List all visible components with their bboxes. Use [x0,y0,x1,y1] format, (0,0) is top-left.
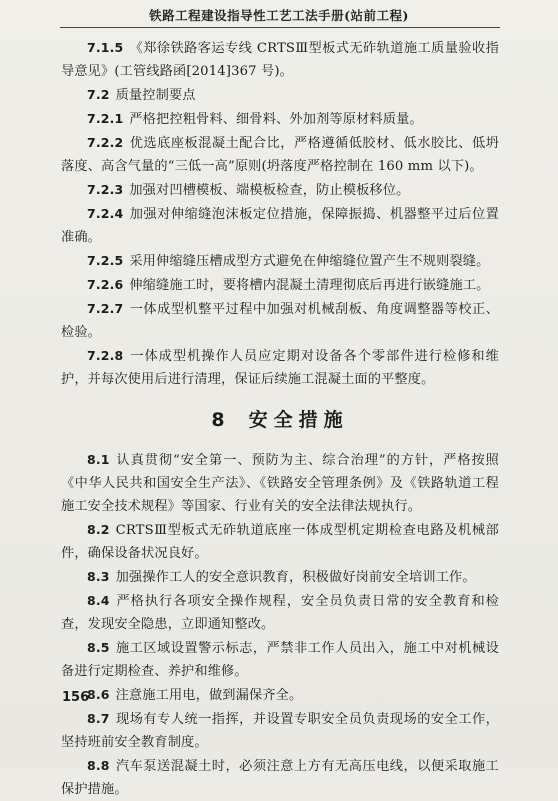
clause-paragraph [61,131,499,178]
clause-number: 7.2.6 [87,277,124,292]
clause-paragraph [61,273,499,297]
clause-paragraph [61,202,499,249]
clause-text: 汽车泵送混凝土时，必须注意上方有无高压电线，以便采取施工保护措施。 [61,759,499,797]
clause-paragraph [61,344,499,391]
clause-paragraph [61,36,499,83]
clause-paragraph [61,589,499,636]
clause-paragraph [61,754,499,801]
clause-number: 7.2.4 [87,206,124,221]
clause-number: 8.1 [87,452,110,467]
clause-number: 8.6 [87,687,110,702]
clause-text: 施工区域设置警示标志，严禁非工作人员出入，施工中对机械设备进行定期检查、养护和维修。 [61,641,499,679]
clause-number: 8.3 [87,569,110,584]
clause-paragraph [61,683,499,707]
clause-paragraph [61,107,499,131]
clause-text: 加强对伸缩缝泡沫板定位措施，保障振捣、机器整平过后位置准确。 [61,207,499,245]
clause-number: 7.2 [87,87,110,102]
clause-paragraph [61,249,499,273]
clause-text: 加强对凹槽模板、端模板检查，防止模板移位。 [129,183,410,198]
clause-text: 质量控制要点 [115,88,196,103]
running-header: 铁路工程建设指导性工艺工法手册(站前工程) [149,8,409,23]
clause-number: 7.1.5 [87,40,124,55]
clause-paragraph [61,707,499,754]
safety-measures-section [61,448,499,801]
clause-text: 严格执行各项安全操作规程，安全员负责日常的安全教育和检查，发现安全隐患，立即通知整改。 [61,594,499,632]
section-number: 8 [211,409,231,431]
section-8-heading [61,405,499,432]
clause-number: 8.7 [87,711,110,726]
clause-number: 8.2 [87,522,110,537]
clause-number: 8.8 [87,758,110,773]
clause-paragraph [61,565,499,589]
clause-number: 7.2.8 [87,348,124,363]
clause-text: 《郑徐铁路客运专线 CRTSⅢ型板式无砟轨道施工质量验收指导意见》(工管线路函[2014]367 号)。 [61,41,499,79]
clause-paragraph [61,297,499,344]
clause-text: 一体成型机整平过程中加强对机械刮板、角度调整器等校正、检验。 [61,302,499,340]
clause-number: 7.2.7 [87,301,124,316]
clause-text: 伸缩缝施工时，要将槽内混凝土清理彻底后再进行嵌缝施工。 [129,278,490,293]
clause-text: 注意施工用电，做到漏保齐全。 [115,688,303,703]
page-number: 156 [62,690,90,705]
clause-number: 7.2.1 [87,111,124,126]
quality-control-section [61,36,499,391]
clause-number: 7.2.3 [87,182,124,197]
page-body [61,36,499,801]
clause-number: 7.2.5 [87,253,124,268]
clause-text: 加强操作工人的安全意识教育，积极做好岗前安全培训工作。 [115,570,476,585]
clause-paragraph [61,178,499,202]
clause-text: 现场有专人统一指挥，并设置专职安全员负责现场的安全工作，坚持班前安全教育制度。 [61,712,499,750]
clause-text: 优选底座板混凝土配合比，严格遵循低胶材、低水胶比、低坍落度、高含气量的“三低一高”原则(坍落度严格控制在 160 mm 以下)。 [61,136,499,174]
clause-number: 7.2.2 [87,135,124,150]
clause-number: 8.4 [87,593,110,608]
header-rule [60,27,500,28]
clause-text: 严格把控粗骨料、细骨料、外加剂等原材料质量。 [129,112,423,127]
clause-text: 认真贯彻“安全第一、预防为主、综合治理”的方针，严格按照《中华人民共和国安全生产法》、《铁路安全管理条例》及《铁路轨道工程施工安全技术规程》等国家、行业有关的安全法律法规执行。 [61,453,499,514]
clause-text: CRTSⅢ型板式无砟轨道底座一体成型机定期检查电路及机械部件，确保设备状况良好。 [61,523,499,561]
clause-paragraph [61,83,499,107]
section-title-text: 安全措施 [248,409,349,431]
clause-paragraph [61,518,499,565]
clause-paragraph [61,636,499,683]
clause-text: 一体成型机操作人员应定期对设备各个零部件进行检修和维护，并每次使用后进行清理，保证后续施工混凝土面的平整度。 [61,349,499,387]
clause-paragraph [61,448,499,518]
clause-number: 8.5 [87,640,110,655]
clause-text: 采用伸缩缝压槽成型方式避免在伸缩缝位置产生不规则裂缝。 [129,254,490,269]
